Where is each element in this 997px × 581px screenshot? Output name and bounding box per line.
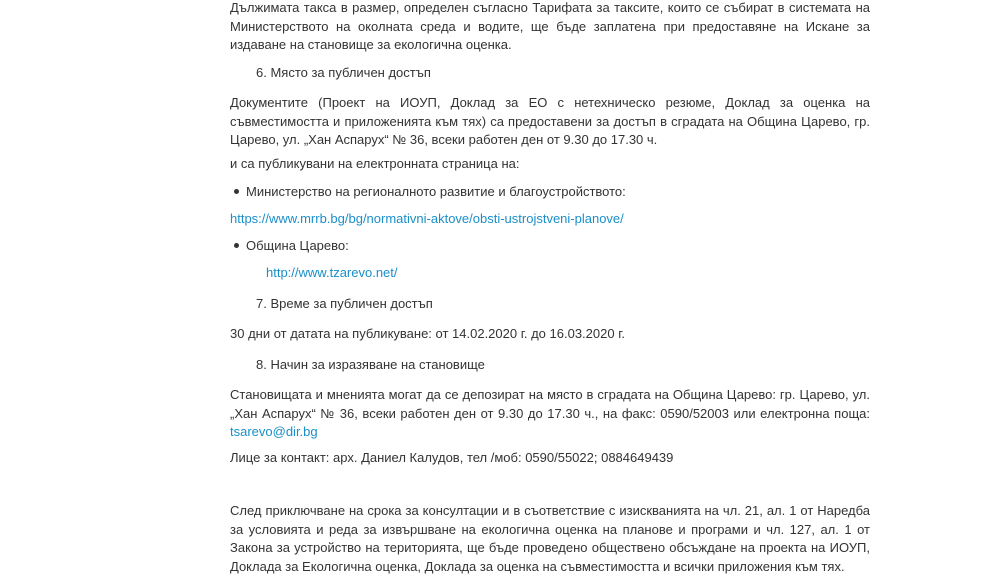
bullet-item-municipality	[230, 237, 349, 255]
section-8-heading: 8. Начин за изразяване на становище	[256, 357, 485, 372]
bullet-item-ministry	[230, 183, 626, 201]
opinion-text: Становищата и мненията могат да се депозират на място в сградата на Община Царево: гр. Царево, ул. „Хан Аспарух“ № 36, всеки работен ден от 9.30 до 17.30 ч., на факс: 0590/52003 или електронна поща:	[230, 387, 870, 421]
access-period-paragraph: 30 дни от датата на публикуване: от 14.02.2020 г. до 16.03.2020 г.	[230, 326, 625, 341]
municipality-link-line	[266, 264, 906, 283]
ministry-link-line	[230, 210, 870, 229]
opinion-paragraph	[230, 386, 870, 442]
section-6-heading: 6. Място за публичен достъп	[256, 65, 431, 80]
contact-person: Лице за контакт: арх. Даниел Калудов, тел /моб: 0590/55022; 0884649439	[230, 450, 674, 465]
bullet-dot-icon	[234, 189, 239, 194]
closing-paragraph: След приключване на срока за консултации и в съответствие с изискванията на чл. 21, ал. 1 от Наредба за условията и реда за извършване на екологична оценка на планове и програми и чл. 127, ал. 1 от Закона за устройство на територията, ще бъде проведено обществено обсъждане на проекта на ИОУП, Доклада за Екологична оценка, Доклада за оценка на съвместимостта и всички приложения към тях.	[230, 503, 870, 574]
bullet-ministry-label: Министерство на регионалното развитие и благоустройството:	[246, 184, 626, 199]
municipality-link[interactable]: http://www.tzarevo.net/	[266, 265, 398, 280]
bullet-dot-icon	[234, 243, 239, 248]
email-link[interactable]: tsarevo@dir.bg	[230, 424, 318, 439]
bullet-municipality-label: Община Царево:	[246, 238, 349, 253]
published-intro: и са публикувани на електронната страница на:	[230, 156, 520, 171]
public-access-paragraph: Документите (Проект на ИОУП, Доклад за ЕО с нетехническо резюме, Доклад за оценка на съвместимостта и приложенията към тях) са предоставени за достъп в сградата на Община Царево, гр. Царево, ул. „Хан Аспарух“ № 36, всеки работен ден от 9.30 до 17.30 ч.	[230, 95, 870, 147]
section-7-heading: 7. Време за публичен достъп	[256, 296, 433, 311]
ministry-link[interactable]: https://www.mrrb.bg/bg/normativni-aktove/obsti-ustrojstveni-planove/	[230, 211, 624, 226]
fee-paragraph: Дължимата такса в размер, определен съгласно Тарифата за таксите, които се събират в системата на Министерството на околната среда и водите, ще бъде заплатена при предоставяне на Искане за издаване на становище за екологична оценка.	[230, 0, 870, 52]
